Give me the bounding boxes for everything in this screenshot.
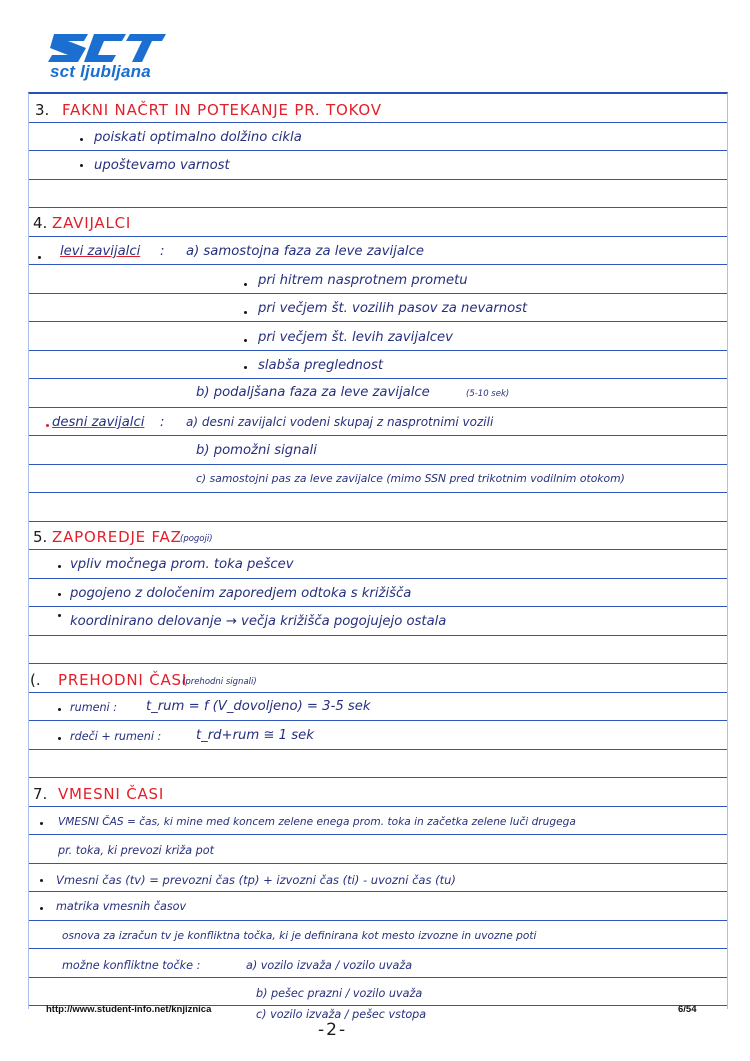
ruled-line [29,464,727,465]
left-turners-label: levi zavijalci [60,244,141,259]
section-7-basis: osnova za izračun tv je konfliktna točka, ki je definirana kot mesto izvozne in uvozne poti [62,930,537,942]
bullet [40,907,43,910]
ruled-line [29,749,727,750]
section-6-number: (. [30,671,41,689]
left-turners-a-item: pri večjem št. vozilih pasov za nevarnost [258,301,528,316]
bullet [244,366,247,369]
section-4-title: ZAVIJALCI [52,214,132,232]
ruled-line [29,293,727,294]
ruled-line [29,521,727,522]
section-3-item: poiskati optimalno dolžino cikla [94,130,302,145]
section-7-formula: Vmesni čas (tv) = prevozni čas (tp) + izvozni čas (ti) - uvozni čas (tu) [56,873,456,887]
bullet [40,879,43,882]
red-yellow-label: rdeči + rumeni : [70,730,162,743]
left-turners-option-b: b) podaljšana faza za leve zavijalce [196,385,430,400]
ruled-line [29,549,727,550]
ruled-line [29,350,727,351]
right-turners-option-a: a) desni zavijalci vodeni skupaj z nasprotnimi vozili [186,415,494,429]
section-7-definition: VMESNI ČAS = čas, ki mine med koncem zelene enega prom. toka in začetka zelene luči drugega [58,816,576,828]
ruled-line [29,236,727,237]
ruled-line [29,207,727,208]
footer-page-count: 6/54 [678,1004,697,1015]
logo-text: sct ljubljana [50,62,151,81]
section-7-conflict-a: a) vozilo izvaža / vozilo uvaža [246,959,413,972]
footer-url: http://www.student-info.net/knjiznica [46,1004,212,1015]
ruled-line [29,606,727,607]
ruled-line [29,122,727,123]
ruled-line [29,407,727,408]
section-3-title: FAKNI NAČRT IN POTEKANJE PR. TOKOV [62,101,382,119]
ruled-line [29,321,727,322]
section-7-title: VMESNI ČASI [58,785,165,803]
red-yellow-formula: t_rd+rum ≅ 1 sek [196,728,314,743]
ruled-line [29,806,727,807]
ruled-line [29,977,727,978]
ruled-line [29,492,727,493]
bullet [80,138,83,141]
ruled-line [29,578,727,579]
section-5-item: vpliv močnega prom. toka pešcev [70,557,294,572]
bullet [244,283,247,286]
section-7-number: 7. [33,785,48,803]
ruled-line [29,635,727,636]
left-turners-b-note: (5-10 sek) [466,389,510,399]
ruled-line [29,663,727,664]
notebook-sheet [28,92,728,1009]
ruled-line [29,920,727,921]
ruled-line [29,378,727,379]
bullet [244,339,247,342]
ruled-line [29,948,727,949]
sct-logo-icon [48,32,168,66]
section-6-note: (prehodni signali) [182,677,257,687]
section-7-definition-cont: pr. toka, ki prevozi križa pot [58,844,214,857]
ruled-line [29,777,727,778]
bullet [80,164,83,167]
ruled-line [29,863,727,864]
right-turners-option-b: b) pomožni signali [196,443,317,458]
section-5-title: ZAPOREDJE FAZ [52,528,182,546]
ruled-line [29,179,727,180]
bullet [58,593,61,596]
left-turners-a-item: slabša preglednost [258,358,384,373]
right-turners-label: desni zavijalci [52,415,145,430]
ruled-line [29,692,727,693]
right-turners-option-c: c) samostojni pas za leve zavijalce (mimo SSN pred trikotnim vodilnim otokom) [196,472,625,485]
right-turners-colon: : [160,415,165,430]
ruled-line [29,834,727,835]
ruled-line [29,435,727,436]
left-turners-a-item: pri hitrem nasprotnem prometu [258,273,468,288]
section-7-conflict-label: možne konfliktne točke : [62,959,201,972]
bullet [46,424,49,427]
bullet [58,737,61,740]
section-6-title: PREHODNI ČASI [58,671,188,689]
bullet [244,311,247,314]
left-turners-colon: : [160,244,165,259]
yellow-formula: t_rum = f (V_dovoljeno) = 3-5 sek [146,699,371,714]
ruled-line [29,720,727,721]
section-5-item: pogojeno z določenim zaporedjem odtoka s križišča [70,586,412,601]
bullet [58,614,61,617]
ruled-line [29,264,727,265]
section-3-item: upoštevamo varnost [94,158,230,173]
bullet [38,256,41,259]
yellow-label: rumeni : [70,701,117,714]
left-turners-option-a: a) samostojna faza za leve zavijalce [186,244,424,259]
section-5-number: 5. [33,528,48,546]
ruled-line [29,150,727,151]
ruled-line [29,891,727,892]
section-5-note: (pogoji) [180,534,213,544]
section-7-conflict-b: b) pešec prazni / vozilo uvaža [256,987,423,1000]
section-3-number: 3. [35,101,50,119]
bullet [58,708,61,711]
section-4-number: 4. [33,214,48,232]
bullet [40,822,43,825]
section-5-item: koordinirano delovanje → večja križišča pogojujejo ostala [70,614,447,629]
left-turners-a-item: pri večjem št. levih zavijalcev [258,330,453,345]
section-7-conflict-c: c) vozilo izvaža / pešec vstopa [256,1008,427,1021]
bullet [58,565,61,568]
section-7-matrix: matrika vmesnih časov [56,900,187,913]
handwritten-page-number: -2- [318,1020,348,1040]
